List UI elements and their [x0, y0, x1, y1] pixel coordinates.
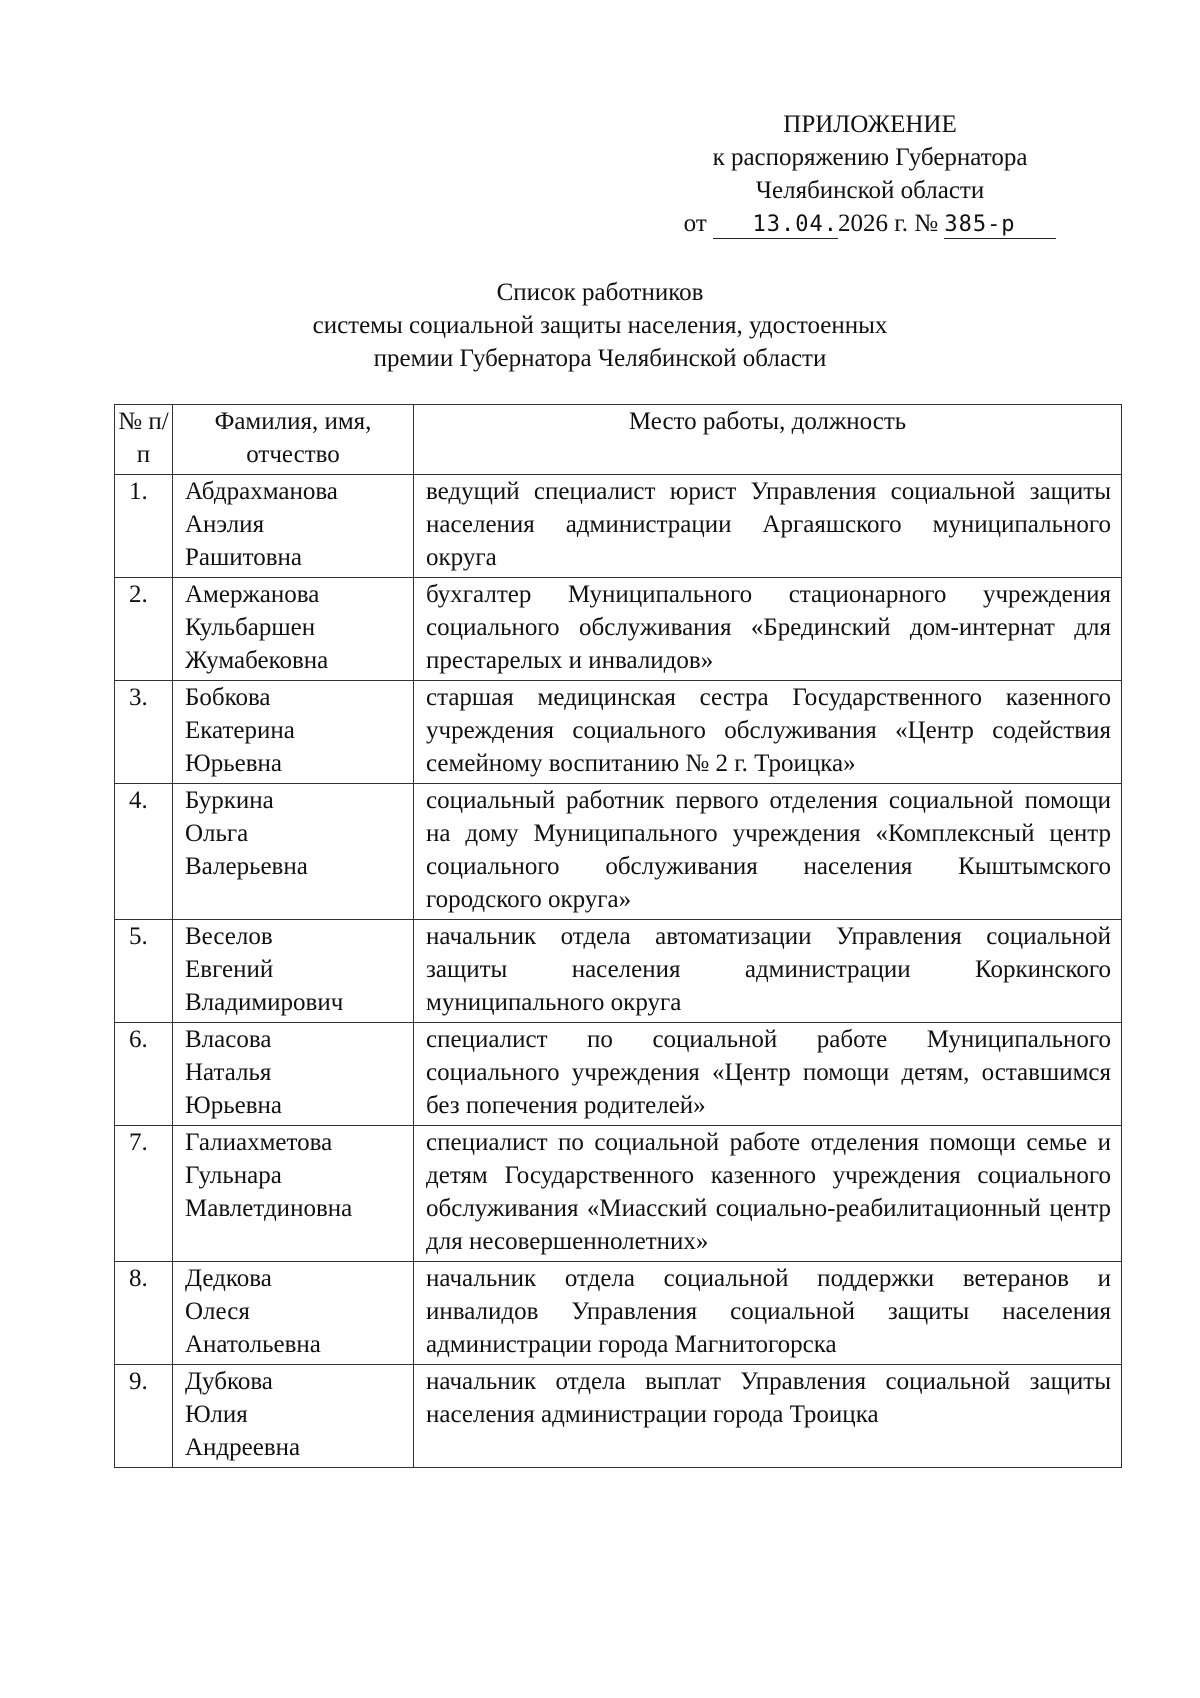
table-row [115, 1126, 1122, 1262]
title-line-3: премии Губернатора Челябинской области [373, 345, 827, 372]
employee-position: социальный работник первого отделения социальной помощи на дому Муниципального учреждения «Комплексный центр социального обслуживания населения Кыштымского городского округа» [414, 784, 1122, 920]
employee-name [173, 681, 414, 784]
employee-name [173, 475, 414, 578]
staff-table [114, 404, 1122, 1468]
row-number: 2. [115, 578, 173, 681]
document-title [100, 276, 1100, 375]
appendix-date-line [640, 207, 1100, 240]
employee-surname: Бобкова [185, 684, 271, 711]
row-number: 1. [115, 475, 173, 578]
row-number: 3. [115, 681, 173, 784]
employee-first-name: Наталья [185, 1059, 272, 1086]
table-row [115, 1023, 1122, 1126]
row-number: 5. [115, 920, 173, 1023]
employee-name [173, 784, 414, 920]
employee-name [173, 1126, 414, 1262]
employee-surname: Дедкова [185, 1265, 272, 1292]
employee-first-name: Гульнара [185, 1162, 282, 1189]
appendix-title: ПРИЛОЖЕНИЕ [783, 111, 957, 138]
title-line-1: Список работников [496, 279, 704, 306]
row-number: 4. [115, 784, 173, 920]
row-number: 6. [115, 1023, 173, 1126]
table-header-row [115, 405, 1122, 475]
employee-patronymic: Жумабековна [185, 647, 329, 674]
table-row [115, 784, 1122, 920]
header-name: Фамилия, имя, отчество [173, 405, 414, 475]
employee-patronymic: Андреевна [185, 1434, 301, 1461]
employee-position: начальник отдела выплат Управления социальной защиты населения администрации города Троицка [414, 1365, 1122, 1468]
employee-position: специалист по социальной работе Муниципального социального учреждения «Центр помощи детям, оставшимся без попечения родителей» [414, 1023, 1122, 1126]
date-underline [713, 211, 838, 239]
from-prefix: от [683, 210, 707, 237]
employee-first-name: Ольга [185, 820, 249, 847]
number-underline [944, 211, 1056, 239]
employee-patronymic: Анатольевна [185, 1331, 321, 1358]
header-place: Место работы, должность [414, 405, 1122, 475]
employee-surname: Буркина [185, 787, 274, 814]
table-body [115, 475, 1122, 1468]
employee-name [173, 1365, 414, 1468]
employee-surname: Власова [185, 1026, 272, 1053]
appendix-block [640, 108, 1100, 240]
employee-surname: Абдрахманова [185, 478, 338, 505]
employee-position: специалист по социальной работе отделения помощи семье и детям Государственного казенного учреждения социального обслуживания «Миасский социально-реабилитационный центр для несовершеннолетних» [414, 1126, 1122, 1262]
employee-first-name: Олеся [185, 1298, 250, 1325]
year-suffix: 2026 г. № [838, 210, 939, 237]
employee-patronymic: Рашитовна [185, 544, 303, 571]
employee-surname: Амержанова [185, 581, 320, 608]
appendix-line-2: Челябинской области [755, 177, 985, 204]
table-row [115, 1365, 1122, 1468]
employee-position: старшая медицинская сестра Государственного казенного учреждения социального обслуживания «Центр содействия семейному воспитанию № 2 г. Троицка» [414, 681, 1122, 784]
employee-surname: Веселов [185, 923, 273, 950]
employee-name [173, 578, 414, 681]
table-row [115, 475, 1122, 578]
row-number: 8. [115, 1262, 173, 1365]
employee-patronymic: Юрьевна [185, 750, 282, 777]
row-number: 7. [115, 1126, 173, 1262]
employee-name [173, 920, 414, 1023]
table-row [115, 578, 1122, 681]
appendix-line-1: к распоряжению Губернатора [712, 144, 1028, 171]
employee-first-name: Екатерина [185, 717, 295, 744]
employee-first-name: Анэлия [185, 511, 265, 538]
table-row [115, 1262, 1122, 1365]
document-number: 385-р [944, 212, 1016, 237]
employee-position: ведущий специалист юрист Управления социальной защиты населения администрации Аргаяшского муниципального округа [414, 475, 1122, 578]
row-number: 9. [115, 1365, 173, 1468]
employee-patronymic: Мавлетдиновна [185, 1195, 353, 1222]
employee-surname: Галиахметова [185, 1129, 333, 1156]
header-num: № п/п [115, 405, 173, 475]
employee-first-name: Юлия [185, 1401, 248, 1428]
employee-position: начальник отдела социальной поддержки ветеранов и инвалидов Управления социальной защиты населения администрации города Магнитогорска [414, 1262, 1122, 1365]
employee-position: начальник отдела автоматизации Управления социальной защиты населения администрации Коркинского муниципального округа [414, 920, 1122, 1023]
document-date: 13.04. [752, 212, 839, 237]
employee-patronymic: Валерьевна [185, 853, 308, 880]
table-row [115, 681, 1122, 784]
table-row [115, 920, 1122, 1023]
employee-patronymic: Юрьевна [185, 1092, 282, 1119]
employee-name [173, 1262, 414, 1365]
employee-name [173, 1023, 414, 1126]
employee-patronymic: Владимирович [185, 989, 344, 1016]
employee-position: бухгалтер Муниципального стационарного учреждения социального обслуживания «Брединский дом-интернат для престарелых и инвалидов» [414, 578, 1122, 681]
title-line-2: системы социальной защиты населения, удостоенных [312, 312, 888, 339]
employee-first-name: Евгений [185, 956, 274, 983]
employee-surname: Дубкова [185, 1368, 273, 1395]
employee-first-name: Кульбаршен [185, 614, 316, 641]
